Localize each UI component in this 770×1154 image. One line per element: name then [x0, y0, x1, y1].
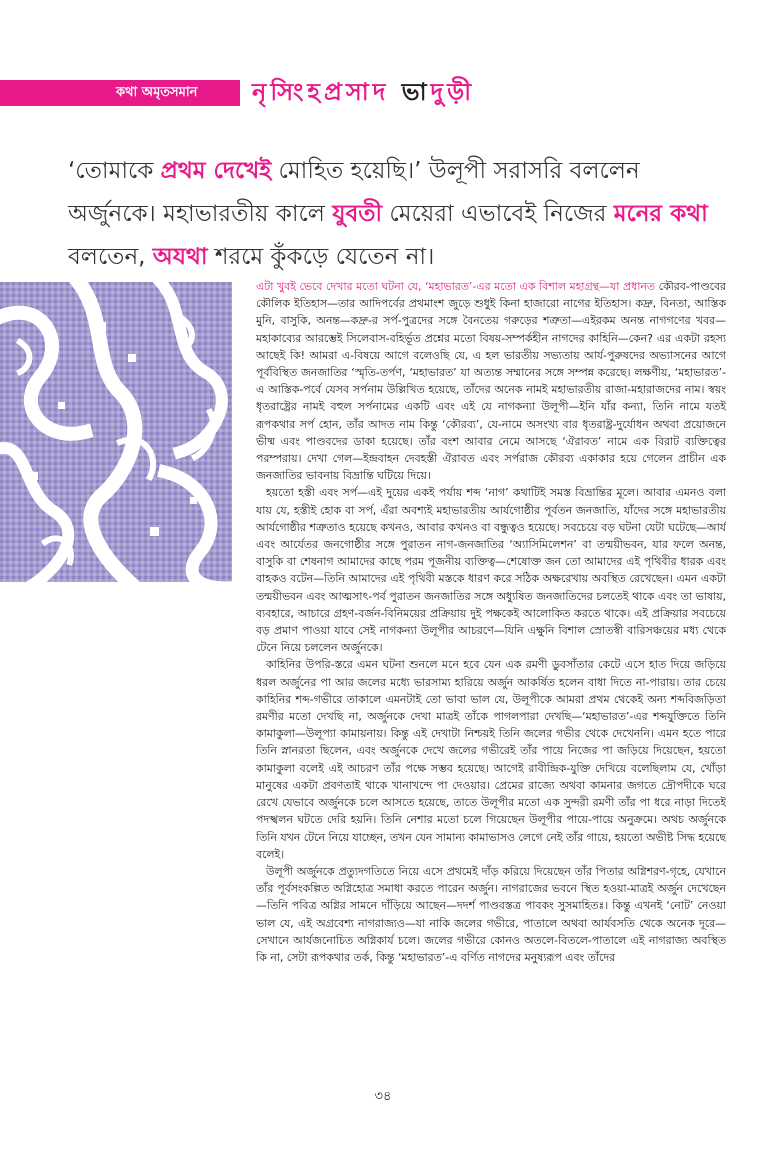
- author-name: [252, 74, 475, 110]
- pull-quote-highlight: প্রথম দেখেই: [160, 158, 272, 184]
- pull-quote-text: শরমে কুঁকড়ে যেতেন না।: [207, 244, 435, 270]
- article-paragraph: কাহিনির উপরি-স্তরে এমন ঘটনা শুনলে মনে হবে যেন এক রমণী ডুবসাঁতার কেটে এসে হাত দিয়ে জড়িয়ে ধরল অর্জুনের পা আর জলের মধ্যে ভারসাম্য হারিয়ে অর্জুন আকর্ষিত হলেন বাধা দিতে না-পারায়। তার চেয়ে কাহিনির শব্দ-গভীরে তাকালে এমনটাই তো ভাবা ভাল যে, উলূপীকে আমরা প্রথম থেকেই অন্য শব্দবিজড়িতা রমণীর মতো দেখছি না, অর্জুনকে দেখা মাত্রই তাঁকে পাগলপারা দেখছি—‘মহাভারত’-এর শব্দযুক্তিতে তিনি কামাকুলা—উলূপ্যা কামায়নায়। কিন্তু এই দেখাটা নিশ্চয়ই তিনি জলের গভীর থেকে দেখেননি। এমন হতে পারে তিনি স্নানরতা ছিলেন, এবং অর্জুনকে দেখে জলের গভীরেই তাঁর পায়ে নিজের পা জড়িয়ে দিয়েছেন, হয়তো কামাকুলা বলেই এই আচরণ তাঁর পক্ষে সম্ভব হয়েছে। আগেই রাবীন্দ্রিক-যুক্তি দেখিয়ে বলেছিলাম যে, খোঁড়া মানুষের একটা প্রবণতাই থাকে খানাখন্দে পা দেওয়ার। প্রেমের রাজ্যে অথবা কামনার জগতে দ্রৌপদীকে ঘরে রেখে যেভাবে অর্জুনকে চলে আসতে হয়েছে, তাতে উলূপীর মতো এক সুন্দরী রমণী তাঁর পা ধরে নাড়া দিতেই পদস্খলন ঘটতে দেরি হয়নি। তিনি নেশার মতো চলে গিয়েছেন উলূপীর পায়ে-পায়ে অনুক্রমে। অথচ অর্জুনকে তিনি যখন টেনে নিয়ে যাচ্ছেন, তখন যেন সামান্য কামাভাসও লেগে নেই তাঁর গায়ে, হয়তো অভীষ্ট সিদ্ধ হয়েছে বলেই।: [256, 658, 726, 861]
- pull-quote-text: মেয়েরা এভাবেই নিজের: [382, 201, 614, 227]
- article-paragraph-text: কৌরব-পাণ্ডবের কৌলিক ইতিহাস—তার আদিপর্বের প্রথমাংশ জুড়ে শুধুই কিনা হাজারো নাগের ইতিহাস। কদ্রু, বিনতা, আস্তিক মুনি, বাসুকি, অনন্ত—কদ্রু-র সর্প-পুত্রদের সঙ্গে বৈনতেয় গরুড়ের শত্রুতা—এইরকম অনন্ত নাগগণের খবর—মহাকাব্যের আরম্ভেই সিলেবাস-বহির্ভূত প্রশ্নের মতো বিষয়-সম্পর্কহীন নাগদের কাহিনি—কেন? এর একটা রহস্য আছেই কি! আমরা এ-বিষয়ে আগে বলেওছি যে, এ হল ভারতীয় সভ্যতায় আর্য-পুরুষদের অভ্যাসনের আগে পূর্ববিস্থিত জনজাতির ‘স্মৃতি-তর্পণ, ‘মহাভারত’ যা অত্যন্ত সম্মানের সঙ্গে সম্পন্ন করেছে। লক্ষণীয়, ‘মহাভারত’-এ আস্তিক-পর্বে যেসব সর্পনাম উল্লিখিত হয়েছে, তাঁদের অনেক নামই মহাভারতীয় রাজা-মহারাজদের নাম। স্বয়ং ধৃতরাষ্ট্রের নামই বহুল সর্পনামের একটি এবং এই যে নাগকন্যা উলূপী—ইনি যাঁর কন্যা, তিনি নামে যতই রূপকথার সর্প হোন, তাঁর আদত নাম কিন্তু ‘কৌরব্য’, যে-নামে অসংখ্য বার ধৃতরাষ্ট্র-দুর্যোধন অথবা প্রয়োজনে ভীষ্ম এবং পাণ্ডবদের ডাকা হয়েছে। তাঁর বংশ আবার নেমে আসছে ‘ঐরাবত’ নামে এক বিরাট ব্যক্তিত্বের পরম্পরায়। দেখা গেল—ইন্দ্রবাহন দেবহস্তী ঐরাবত এবং সর্পরাজ কৌরব্য একাকার হয়ে গেলেন প্রাচীন এক জনজাতির ভাবনায় বিভ্রান্তি ঘটিয়ে দিয়ে।: [256, 280, 726, 483]
- author-name-part3: দুড়ী: [430, 78, 476, 106]
- article-paragraph: উলূপী অর্জুনকে প্রত্যুদগতিতে নিয়ে এসে প্রথমেই দাঁড় করিয়ে দিয়েছেন তাঁর পিতার অগ্নিশরণ-গৃহে, যেখানে তাঁর পূর্বসংকল্পিত অগ্নিহোত্র সমাধা করতে পারেন অর্জুন। নাগরাজের ভবনে স্থিত হওয়া-মাত্রই অর্জুন দেখেছেন—তিনি পবিত্র অগ্নির সামনে দাঁড়িয়ে আছেন—দদর্শ পাণ্ডবস্তত্র পাবকং সুসমাহিতঃ। কিন্তু এখনই ‘নোট’ নেওয়া ভাল যে, এই অগ্রবেশ্য নাগরাজ্যও—যা নাকি জলের গভীরে, পাতালে অথবা আর্যবসতি থেকে অনেক দূরে—সেখানে আর্যজনোচিত অগ্নিকার্য চলে। জলের গভীরে কোনও অতলে-বিতলে-পাতালে এই নাগরাজ্য অবস্থিত কি না, সেটা রূপকথার তর্ক, কিন্তু ‘মহাভারত’-এ বর্ণিত নাগদের মনুষ্যরূপ এবং তাঁদের: [256, 864, 726, 964]
- article-paragraph: হয়তো হস্তী এবং সর্প—এই দুয়ের একই পর্যায় শব্দ ‘নাগ’ কথাটিই সমস্ত বিভ্রান্তির মূলে। আবার এমনও বলা যায় যে, হস্তীই হোক বা সর্প, এঁরা অবশ্যই মহাভারতীয় আর্যগোষ্ঠীর পূর্বতন জনজাতি, যাঁদের সঙ্গে মহাভারতীয় আর্যগোষ্ঠীর শত্রুতাও হয়েছে কখনও, আবার কখনও বা বন্ধুত্বও হয়েছে। সবচেয়ে বড় ঘটনা যেটা ঘটেছে—আর্য এবং আর্যেতর জনগোষ্ঠীর সঙ্গে পুরাতন নাগ-জনজাতির ‘অ্যাসিমিলেশন’ বা তন্ময়ীভবন, যার ফলে অনন্ত, বাসুকি বা শেষনাগ আমাদের কাছে পরম পূজনীয় ব্যক্তিত্ব—শেষোক্ত জন তো আমাদের এই পৃথিবীর ধারক এবং বাহকও বটেন—তিনি আমাদের এই পৃথিবী মস্তকে ধারণ করে সঠিক অক্ষরেখায় অবস্থিত রেখেছেন। এমন একটা তন্ময়ীভবন এবং আত্মসাৎ-পর্ব পুরাতন জনজাতির সঙ্গে অধ্যুষিত জনজাতিদের চলতেই থাকে এবং তা ভাষায়, ব্যবহারে, আচারে গ্রহণ-বর্জন-বিনিময়ের প্রক্রিয়ায় দুই পক্ষকেই আলোকিত করতে থাকে। এই প্রক্রিয়ার সবচেয়ে বড় প্রমাণ পাওয়া যাবে সেই নাগকন্যা উলূপীর আচরণে—যিনি এক্ষুনি বিশাল স্রোতস্বী বারিসঞ্চয়ের মধ্য থেকে টেনে নিয়ে চললেন অর্জুনকে।: [256, 486, 726, 655]
- pull-quote-highlight: মনের কথা: [613, 201, 708, 227]
- pull-quote-text: ‘তোমাকে: [68, 158, 161, 184]
- author-name-part1: নৃসিংহপ্রসাদ: [252, 78, 390, 106]
- decorative-illustration: [0, 282, 232, 582]
- pull-quote-highlight: যুবতী: [332, 201, 383, 227]
- pull-quote-text: মোহিত হয়েছি।’ উলূপী সরাসরি বললেন অর্জুনকে। মহাভারতীয় কালে: [68, 158, 640, 227]
- article-lead: এটা খুবই ভেবে দেখার মতো ঘটনা যে, ‘মহাভারত’-এর মতো এক বিশাল মহাগ্রন্থ—যা প্রধানত: [256, 280, 656, 293]
- column-name: কথা অমৃতসমান: [116, 85, 198, 100]
- pull-quote-highlight: অযথা: [152, 244, 208, 270]
- article-body: [256, 278, 726, 1080]
- pull-quote-text: বলতেন,: [68, 244, 153, 270]
- pull-quote: [68, 150, 718, 279]
- author-name-part2: ভা: [389, 78, 431, 106]
- article-paragraph: [256, 278, 726, 484]
- page-number: ৩৪: [374, 1089, 392, 1104]
